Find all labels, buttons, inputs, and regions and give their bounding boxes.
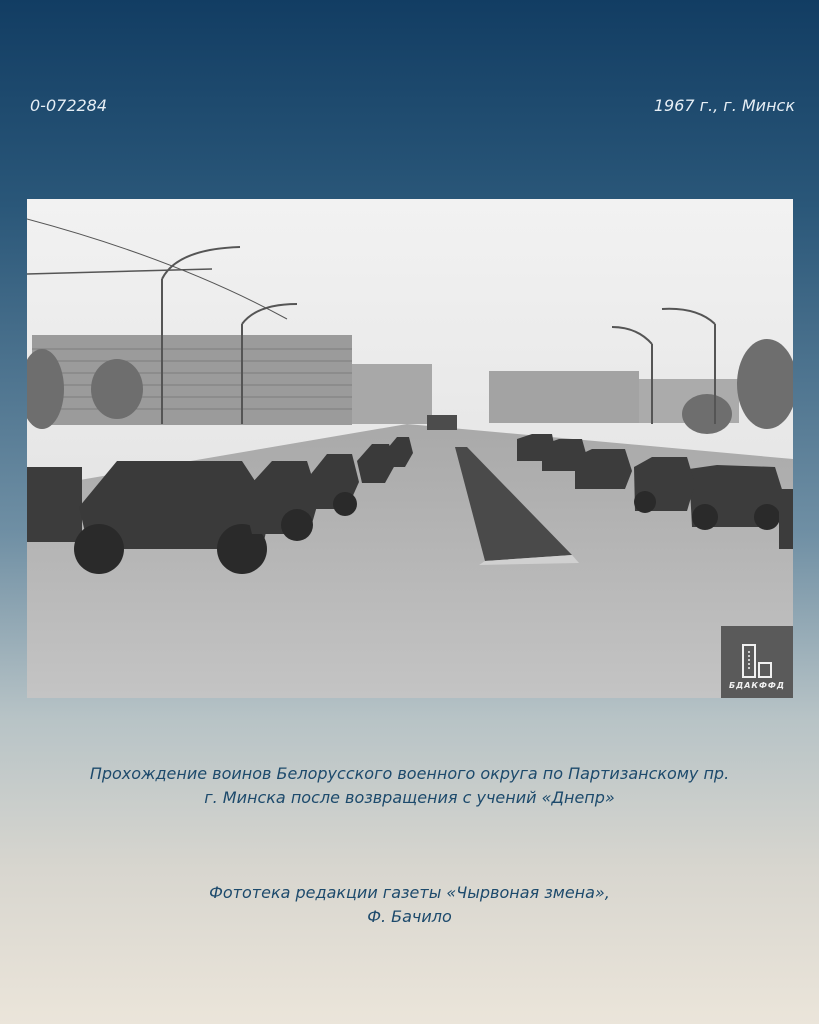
source-line-2: Ф. Бачило (367, 907, 452, 926)
photo-source (0, 881, 819, 929)
archive-photo (27, 199, 793, 698)
building-icon (737, 641, 777, 681)
photo-caption (0, 762, 819, 810)
archive-logo-text: БДАКФФД (729, 681, 785, 690)
archive-number: 0-072284 (30, 96, 108, 115)
caption-line-1: Прохождение воинов Белорусского военного округа по Партизанскому пр. (89, 764, 730, 783)
archive-logo (721, 626, 793, 698)
caption-line-2: г. Минска после возвращения с учений «Днепр» (204, 788, 615, 807)
crowd (27, 467, 82, 542)
source-line-1: Фототека редакции газеты «Чырвоная змена», (209, 883, 610, 902)
date-place: 1967 г., г. Минск (653, 96, 795, 115)
